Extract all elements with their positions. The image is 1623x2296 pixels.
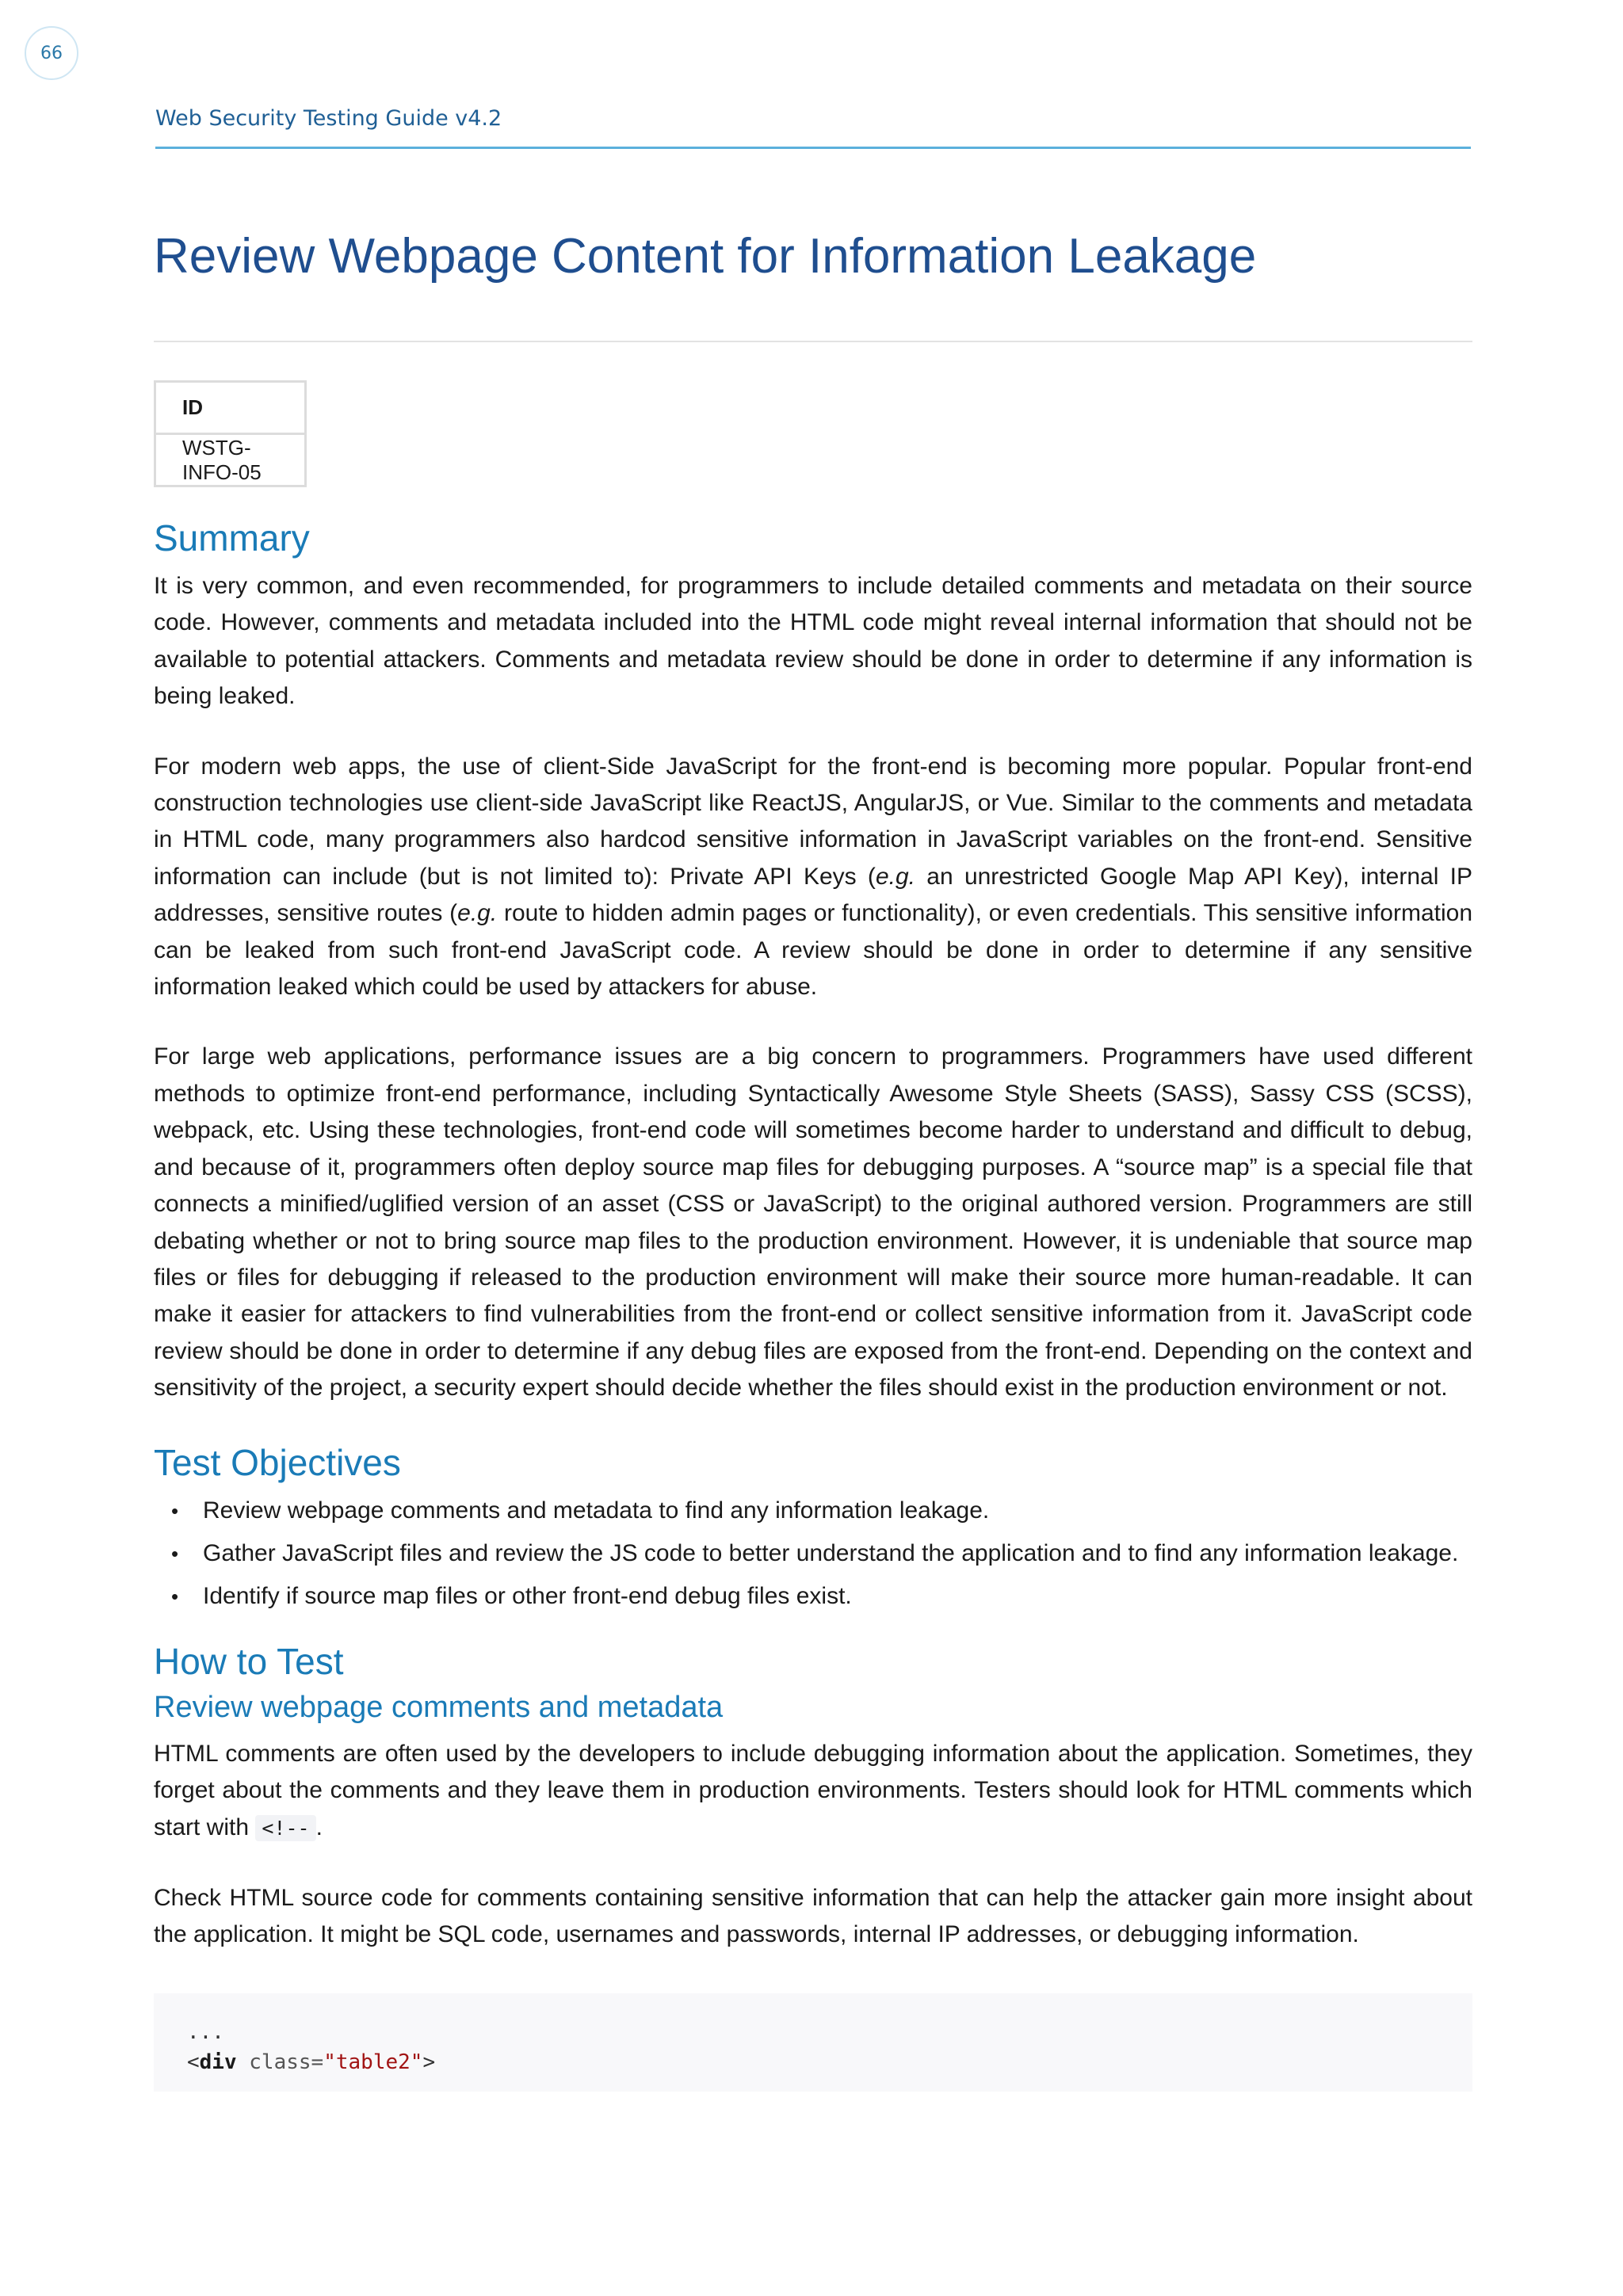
summary-paragraph-3: For large web applications, performance issues are a big concern to programmers. Programmers have used different methods to optimize front-end performance, including Syntactically Awesome Style Sheets (SASS), Sassy CSS (SCSS), webpack, etc. Using these technologies, front-end code will sometimes become harder to understand and difficult to debug, and because of it, programmers often deploy source map files for debugging purposes. A “source map” is a special file that connects a minified/uglified version of an asset (CSS or JavaScript) to the original authored version. Programmers are still debating whether or not to bring source map files to the production environment. However, it is undeniable that source map files or files for debugging if released to the production environment will make their source more human-readable. It can make it easier for attackers to find vulnerabilities from the front-end or collect sensitive information from it. JavaScript code review should be done in order to determine if any debug files are exposed from the front-end. Depending on the context and sensitivity of the project, a security expert should decide whether the files should exist in the production environment or not.	[154, 1043, 1472, 1402]
page-number: 66	[25, 26, 78, 80]
header-rule	[155, 147, 1471, 149]
objectives-list	[154, 1493, 1472, 1615]
how-to-test-heading: How to Test	[154, 1640, 344, 1682]
code-attr: class=	[236, 2050, 324, 2074]
objectives-heading: Test Objectives	[154, 1441, 401, 1483]
code-line-1: ...	[187, 2019, 224, 2044]
summary-p2-eg2: e.g.	[457, 900, 498, 927]
how-to-test-paragraph-2: Check HTML source code for comments containing sensitive information that can help the attacker gain more insight about the application. It might be SQL code, usernames and passwords, internal IP addresses, or debugging information.	[154, 1884, 1472, 1948]
id-table	[154, 380, 307, 487]
summary-p2-eg1: e.g.	[875, 863, 915, 890]
list-item: • Review webpage comments and metadata to find any information leakage.	[154, 1493, 1472, 1529]
review-comments-subheading: Review webpage comments and metadata	[154, 1690, 724, 1724]
id-table-header: ID	[155, 382, 306, 434]
running-header: Web Security Testing Guide v4.2	[155, 106, 502, 131]
how-to-test-paragraph-1	[154, 1736, 1472, 1847]
html-comment-code: <!--	[255, 1815, 315, 1841]
how-to-test-p1-end: .	[315, 1814, 323, 1840]
code-lt: <	[187, 2050, 200, 2074]
list-item: • Identify if source map files or other front-end debug files exist.	[154, 1578, 1472, 1615]
summary-heading: Summary	[154, 517, 310, 559]
summary-p2-part3: route to hidden admin pages or functionality), or even credentials. This sensitive information can be leaked from such front-end JavaScript code. A review should be done in order to determine if any sensitive information leaked which could be used by attackers for abuse.	[154, 900, 1472, 1001]
summary-paragraph-2	[154, 749, 1472, 1006]
page-content	[154, 226, 1472, 2092]
page-title: Review Webpage Content for Information Leakage	[154, 229, 1257, 284]
title-divider	[154, 341, 1472, 342]
list-item: • Gather JavaScript files and review the JS code to better understand the application and to find any information leakage.	[154, 1535, 1472, 1572]
code-tag: div	[199, 2050, 237, 2074]
id-table-value: WSTG-INFO-05	[155, 434, 306, 486]
summary-paragraph-1: It is very common, and even recommended, for programmers to include detailed comments and metadata on their source code. However, comments and metadata included into the HTML code might reveal internal information that should not be available to potential attackers. Comments and metadata review should be done in order to determine if any information is being leaked.	[154, 573, 1472, 710]
code-block	[154, 1993, 1472, 2092]
how-to-test-p1-text: HTML comments are often used by the developers to include debugging information about the application. Sometimes, they forget about the comments and they leave them in production environments. Testers should look for HTML comments which start with	[154, 1740, 1472, 1840]
summary-p2-part2: an unrestricted Google Map API Key), internal IP addresses, sensitive routes (	[154, 863, 1472, 927]
code-line-2	[187, 2047, 1439, 2077]
code-attr-value: "table2"	[323, 2050, 423, 2074]
code-gt: >	[422, 2050, 436, 2074]
summary-p2-part1: For modern web apps, the use of client-Side JavaScript for the front-end is becoming more popular. Popular front-end construction technologies use client-side JavaScript like ReactJS, AngularJS, or Vue. Similar to the comments and metadata in HTML code, many programmers also hardcod sensitive information in JavaScript variables on the front-end. Sensitive information can include (but is not limited to): Private API Keys (	[154, 753, 1472, 890]
